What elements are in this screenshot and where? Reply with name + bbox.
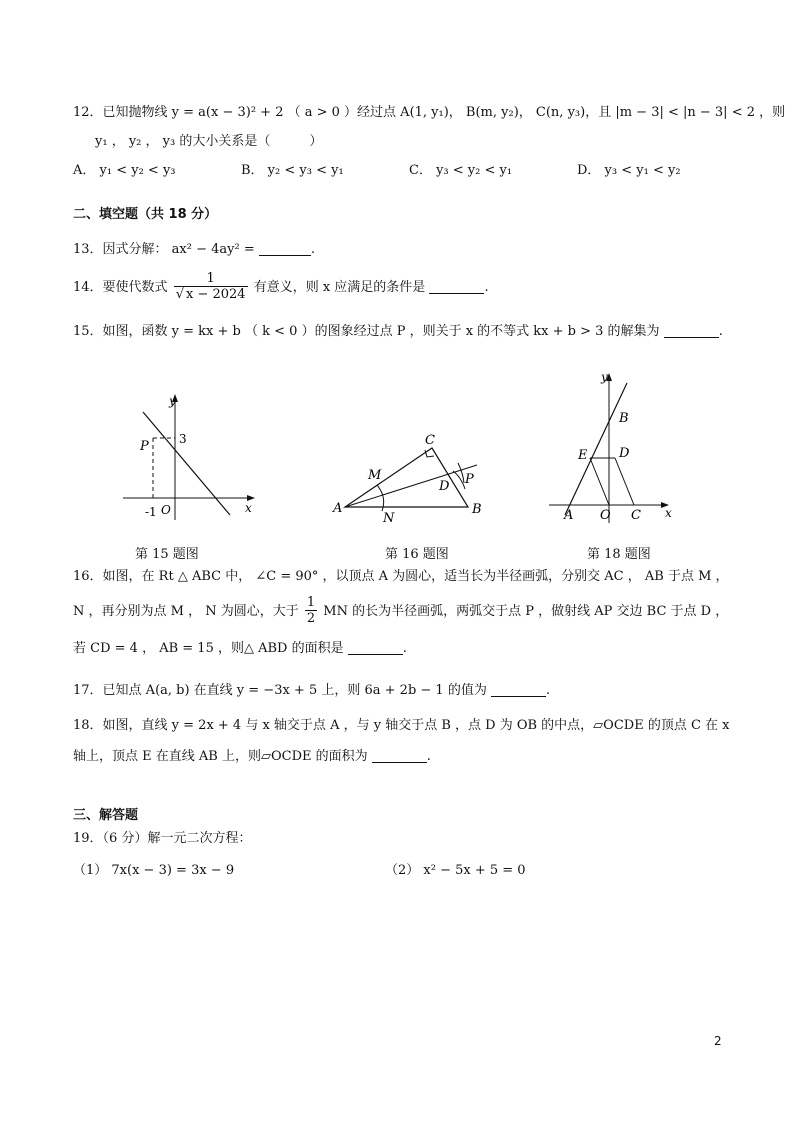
q16-answer-blank[interactable]: [348, 640, 403, 655]
q19-title: 19．（6 分）解一元二次方程：: [73, 831, 252, 846]
q12-option-b: B． y₂ < y₃ < y₁: [241, 163, 344, 178]
q19-part2: （2） x² − 5x + 5 = 0: [385, 863, 526, 878]
q17-answer-blank[interactable]: [491, 682, 546, 697]
q14-fraction: $\frac{1}{√ x - 2024}$: [175, 271, 246, 302]
q17-stem: 17．已知点 A(a, b) 在直线 y = −3x + 5 上，则 6a + 2b − 1 的值为 .: [73, 683, 551, 698]
fig15-origin: O: [161, 503, 171, 517]
q16-stem-line1: 16．如图，在 Rt △ ABC 中， ∠C = 90° ，以顶点 A 为圆心，适当长为半径画弧，分别交 AC ， AB 于点 M ，: [73, 569, 729, 584]
fig16-caption: 第 16 题图: [385, 547, 449, 562]
q18-answer-blank[interactable]: [372, 748, 427, 763]
fig16-point-d: D: [439, 479, 450, 494]
fig18-y-label: y: [601, 370, 608, 384]
fig16-point-p: P: [465, 472, 474, 487]
q15-answer-blank[interactable]: [664, 323, 719, 338]
q15-stem: 15．如图，函数 y = kx + b （ k < 0 ）的图象经过点 P ，则关于 x 的不等式 kx + b > 3 的解集为 .: [73, 324, 723, 339]
fig15-label-neg1: -1: [145, 505, 157, 519]
q16-stem-line2: N ，再分别为点 M ， N 为圆心，大于 $\frac{1}{2}$ MN 的长为半径画弧，两弧交于点 P ，做射线 AP 交边 BC 于点 D ，: [73, 595, 729, 626]
fig18-origin: O: [600, 508, 611, 523]
fig16-point-c: C: [425, 433, 435, 448]
fig16-point-m: M: [368, 468, 382, 483]
fig16-point-a: A: [333, 501, 343, 516]
q13-answer-blank[interactable]: [259, 241, 311, 256]
q12-option-d: D． y₃ < y₁ < y₂: [577, 163, 681, 178]
figure-16: [325, 425, 500, 525]
fig18-point-d: D: [619, 446, 630, 461]
q14-answer-blank[interactable]: [429, 279, 484, 294]
section-answer-title: 三、解答题: [73, 808, 139, 823]
fig18-point-b: B: [619, 411, 629, 426]
fig18-x-label: x: [665, 506, 672, 520]
fig15-label-3: 3: [179, 432, 187, 446]
q12-stem-line1: 12．已知抛物线 y = a(x − 3)² + 2 （ a > 0 ）经过点 A(1, y₁)， B(m, y₂)， C(n, y₃)，且 |m − 3| < |n − 3| < 2 ，则: [73, 105, 786, 120]
fig15-caption: 第 15 题图: [135, 547, 199, 562]
q13-stem: 13．因式分解： ax² − 4ay² = .: [73, 242, 316, 257]
q16-stem-line3: 若 CD = 4 ， AB = 15 ，则△ ABD 的面积是 .: [73, 641, 407, 656]
q12-option-a: A． y₁ < y₂ < y₃: [73, 163, 176, 178]
figure-15: [115, 390, 265, 525]
fig15-y-label: y: [169, 394, 176, 408]
section-fill-in-title: 二、填空题（共 18 分）: [73, 207, 218, 222]
q14-stem: 14．要使代数式 $\frac{1}{√ x - 2024}$ 有意义，则 x 应满足的条件是 .: [73, 271, 489, 302]
fig15-point-p: P: [140, 439, 149, 454]
page-number: 2: [714, 1034, 722, 1048]
fig16-point-b: B: [472, 502, 482, 517]
fig16-point-n: N: [383, 511, 395, 525]
q18-stem-line1: 18．如图，直线 y = 2x + 4 与 x 轴交于点 A ，与 y 轴交于点 B ，点 D 为 OB 的中点，▱OCDE 的顶点 C 在 x: [73, 718, 730, 733]
fig15-x-label: x: [245, 501, 252, 515]
fig18-point-a: A: [564, 508, 574, 523]
fig18-point-e: E: [578, 448, 588, 463]
q19-part1: （1） 7x(x − 3) = 3x − 9: [73, 863, 235, 878]
q12-stem-line2: y₁ ， y₂ ， y₃ 的大小关系是（ ）: [95, 134, 323, 149]
q18-stem-line2: 轴上，顶点 E 在直线 AB 上，则▱OCDE 的面积为 .: [73, 749, 431, 764]
fig18-caption: 第 18 题图: [587, 547, 651, 562]
q16-half-fraction: $\frac{1}{2}$: [306, 595, 316, 626]
q12-option-c: C． y₃ < y₂ < y₁: [409, 163, 513, 178]
fig18-point-c: C: [631, 508, 641, 523]
figure-18: [545, 365, 680, 525]
